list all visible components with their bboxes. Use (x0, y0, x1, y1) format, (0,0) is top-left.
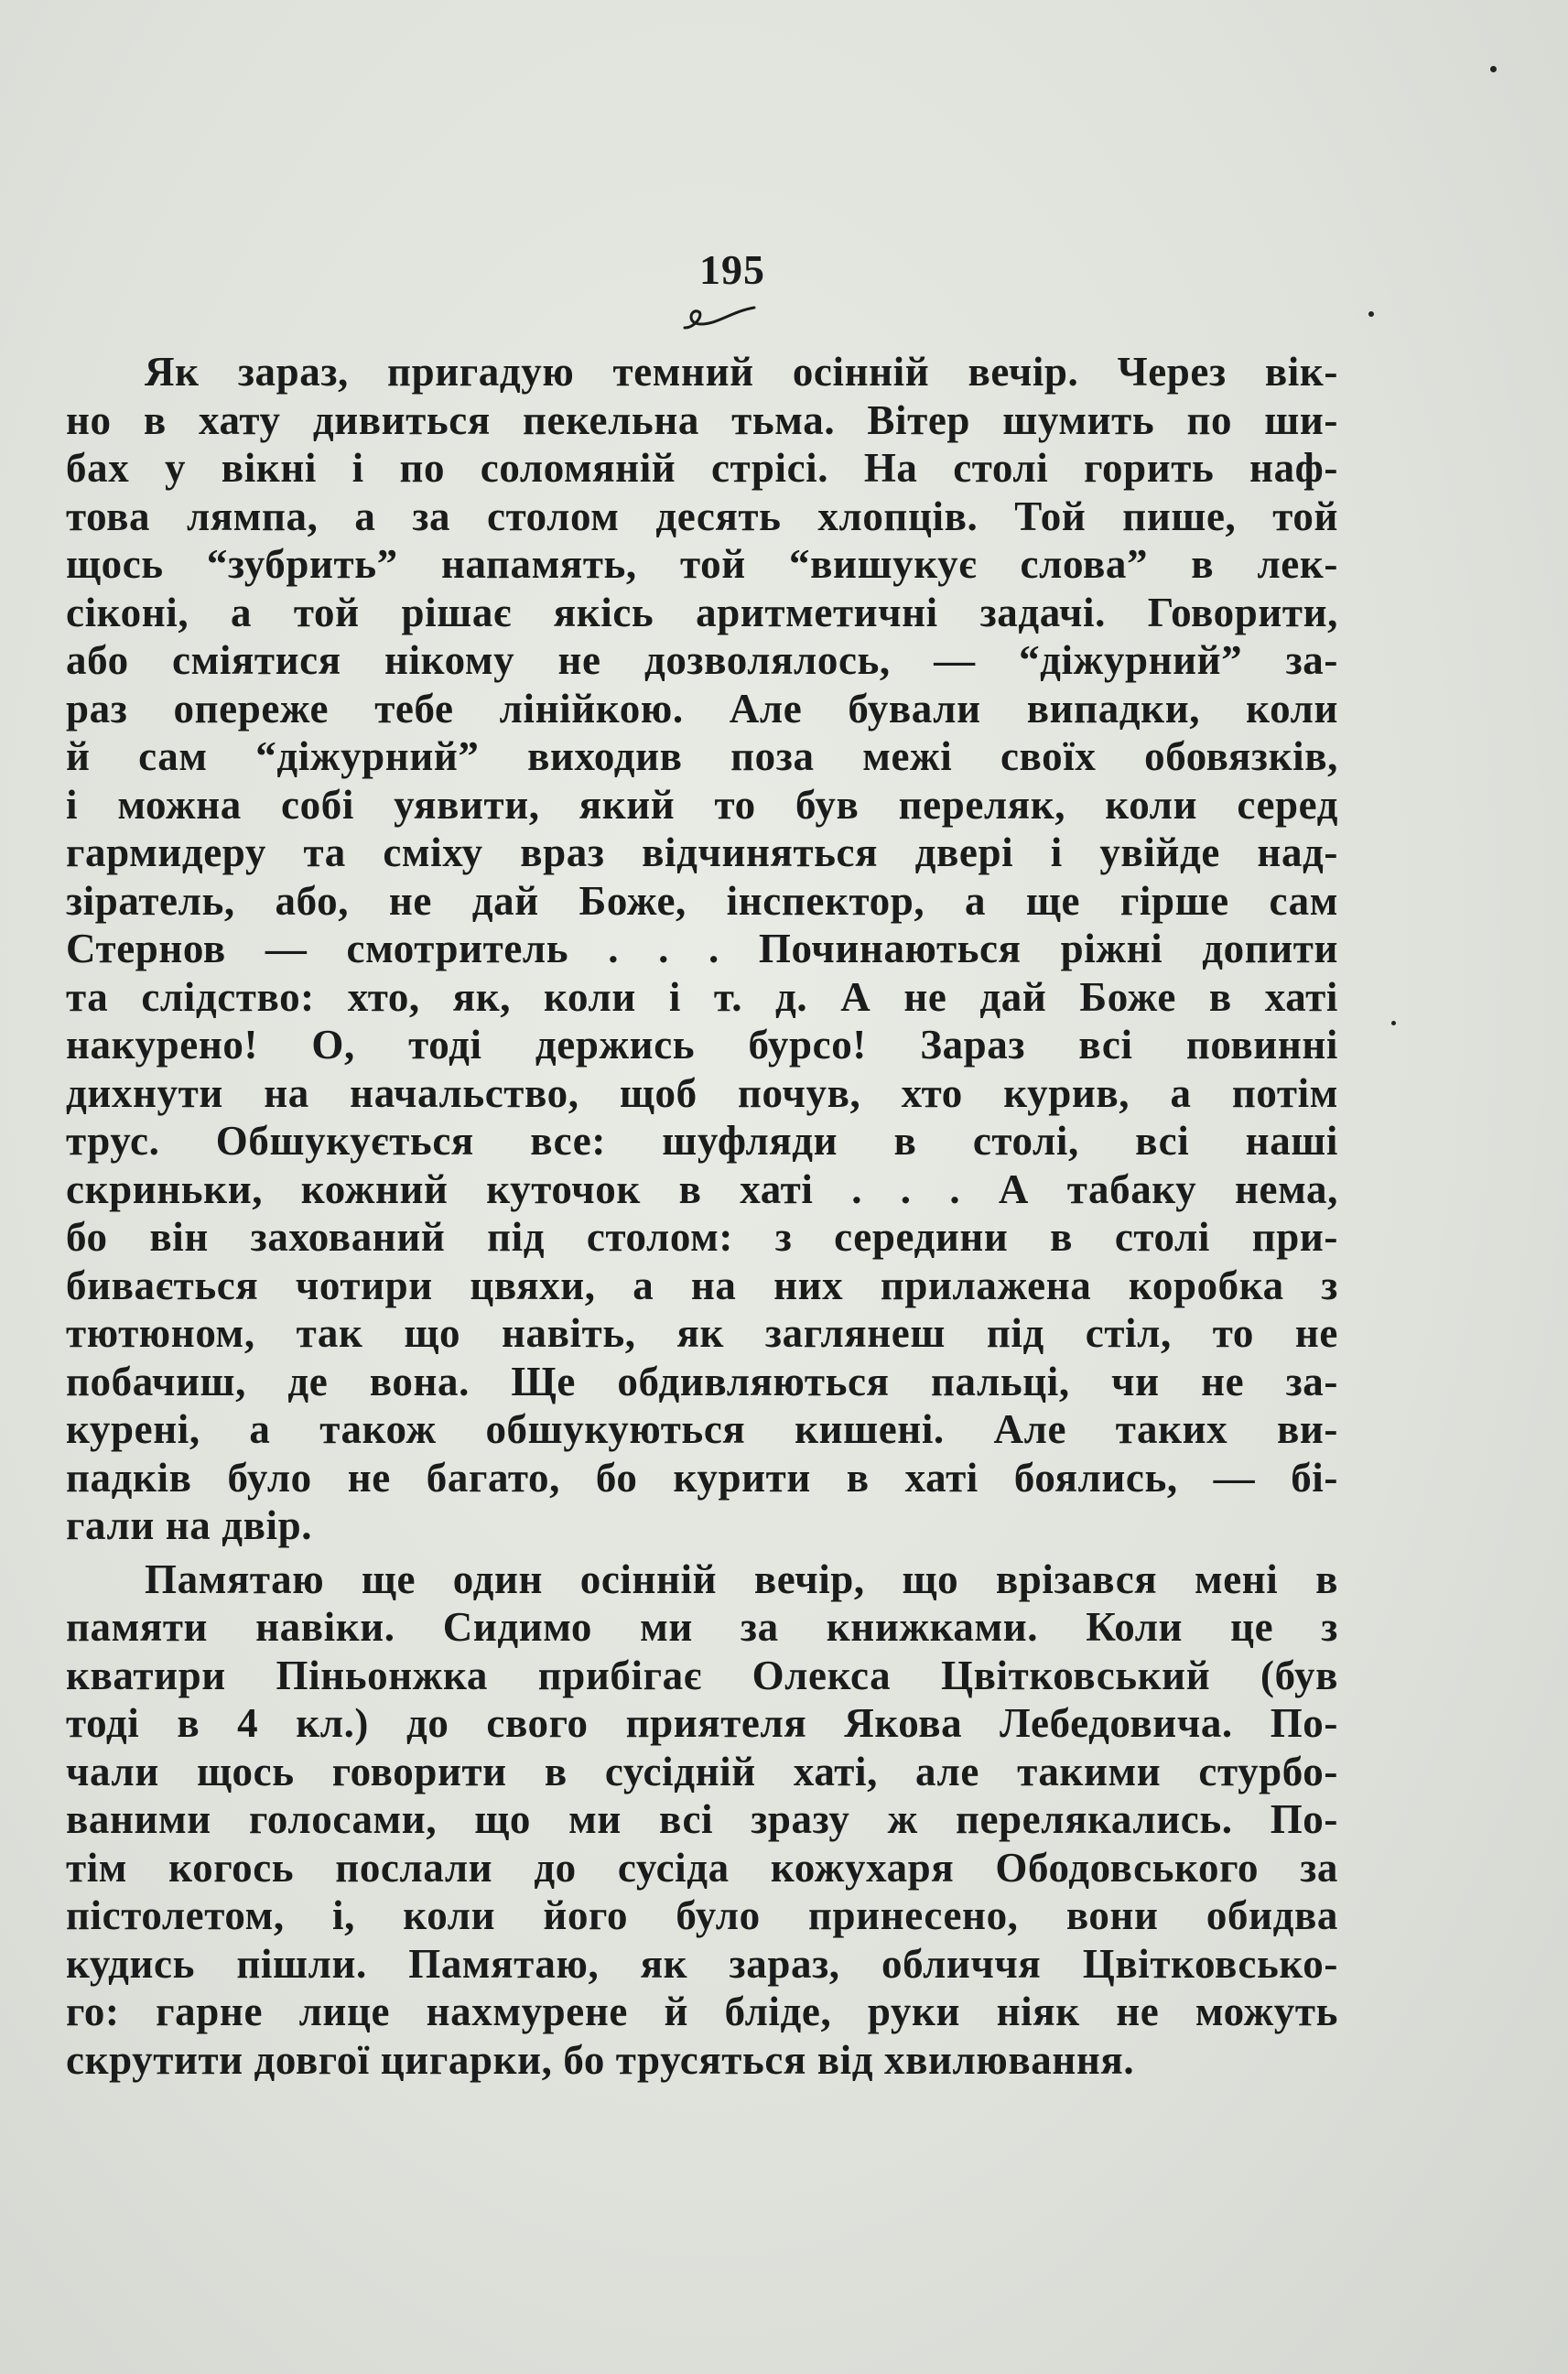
text-line: кудись пішли. Памятаю, як зараз, обличчя Цвітковсько- (66, 1940, 1338, 1987)
text-line: зіратель, або, не дай Боже, інспектор, а ще гірше сам (66, 877, 1338, 924)
text-line: бах у вікні і по соломяній стрісі. На столі горить наф- (66, 445, 1338, 491)
text-line: ваними голосами, що ми всі зразу ж перелякались. По- (66, 1796, 1338, 1842)
ornament-flourish (677, 300, 760, 337)
text-line: скриньки, кожний куточок в хаті . . . А табаку нема, (66, 1165, 1338, 1212)
text-line: раз опереже тебе лінійкою. Але бували випадки, коли (66, 685, 1338, 732)
text-line: гармидеру та сміху враз відчиняться двері і увійде над- (66, 829, 1338, 875)
text-line: Як зараз, пригадую темний осінній вечір. Через вік- (145, 349, 1338, 395)
text-line: сіконі, а той рішає якісь аритметичні задачі. Говорити, (66, 589, 1338, 635)
text-line: трус. Обшукується все: шуфляди в столі, всі наші (66, 1118, 1338, 1164)
text-line: тютюном, так що навіть, як заглянеш під стіл, то не (66, 1310, 1338, 1356)
text-line: пістолетом, і, коли його було принесено, вони обидва (66, 1892, 1338, 1938)
text-line: щось “зубрить” напамять, той “вишукує слова” в лек- (66, 541, 1338, 587)
text-line: това лямпа, а за столом десять хлопців. Той пише, той (66, 493, 1338, 539)
text-line: скрутити довгої цигарки, бо трусяться від хвилювання. (66, 2036, 1135, 2083)
text-line: Стернов — смотритель . . . Починаються ріжні допити (66, 926, 1338, 971)
text-line: побачиш, де вона. Ще обдивляються пальці, чи не за- (66, 1358, 1338, 1404)
text-line: чали щось говорити в сусідній хаті, але такими стурбо- (66, 1748, 1338, 1794)
text-line: дихнути на начальство, щоб почув, хто курив, а потім (66, 1069, 1338, 1116)
text-line: та слідство: хто, як, коли і т. д. А не дай Боже в хаті (66, 973, 1338, 1020)
text-line: го: гарне лице нахмурене й бліде, руки ніяк не можуть (66, 1989, 1338, 2034)
text-line: й сам “діжурний” виходив поза межі своїх обовязків, (66, 733, 1338, 779)
text-body (66, 348, 1338, 2084)
page-number: 195 (699, 246, 765, 293)
print-speck (1368, 311, 1374, 317)
text-line: гали на двір. (66, 1502, 313, 1548)
text-line: падків було не багато, бо курити в хаті боялись, — бі- (66, 1454, 1338, 1501)
print-speck (1391, 1021, 1396, 1025)
text-line: бивається чотири цвяхи, а на них прилажена коробка з (66, 1262, 1338, 1308)
text-line: но в хату дивиться пекельна тьма. Вітер шумить по ши- (66, 396, 1338, 443)
print-speck (1490, 66, 1497, 72)
text-line: накурено! О, тоді держись бурсо! Зараз всі повинні (66, 1022, 1338, 1068)
text-line: кватири Піньонжка прибігає Олекса Цвітковський (був (66, 1652, 1338, 1698)
text-line: тоді в 4 кл.) до свого приятеля Якова Лебедовича. По- (66, 1700, 1338, 1746)
text-line: і можна собі уявити, який то був переляк, коли серед (66, 781, 1338, 828)
text-line: курені, а також обшукуються кишені. Але таких ви- (66, 1406, 1338, 1452)
text-line: тім когось послали до сусіда кожухаря Ободовського за (66, 1844, 1338, 1891)
text-line: бо він захований під столом: з середини в столі при- (66, 1214, 1338, 1260)
text-line: Памятаю ще один осінній вечір, що врізався мені в (145, 1556, 1338, 1602)
text-line: або сміятися нікому не дозволялось, — “діжурний” за- (66, 637, 1338, 683)
text-line: памяти навіки. Сидимо ми за книжками. Коли це з (66, 1604, 1338, 1650)
